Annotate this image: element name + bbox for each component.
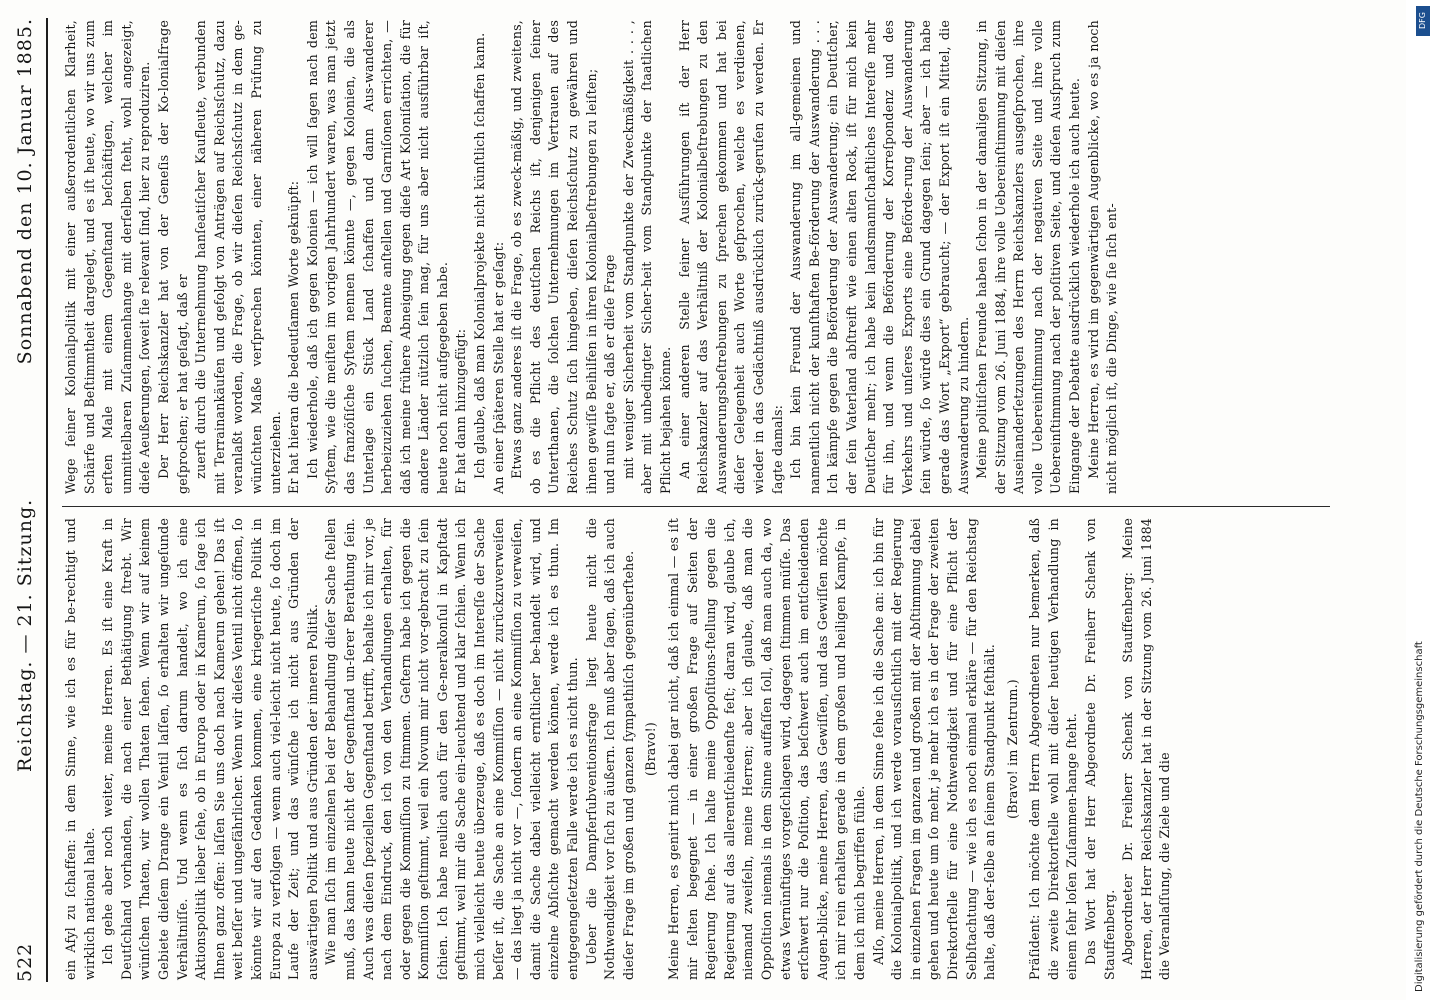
paragraph: Ich gehe aber noch weiter, meine Herren. Es iſt eine Kraft in Deutſchland vorhanden, die nach einer Bethätigung ſtrebt. Wir wünſchen Thaten, wir wollen Thaten ſehen. Wenn wir auf keinem Gebiete dieſem Drange ein Ventil laſſen, ſo erhalten wir ungeſunde Verhältniſſe. Und wenn es ſich darum handelt, wo ich eine Aktionspolitik lieber ſehe, ob in Europa oder in Kamerun, ſo ſage ich Ihnen ganz offen: laſſen Sie uns doch nach Kamerun gehen! Das iſt weit beſſer und ungefährlicher. Wenn wir dieſes Ventil nicht öffnen, ſo könnte wir auf den Gedanken kommen, eine kriegeriſche Politik in Europa zu verfolgen — wenn auch viel-leicht nicht heute, ſo doch im Laufe der Zeit; und das wünſche ich nicht aus Gründen der auswärtigen Politik und aus Gründen der inneren Politik. (100, 518, 320, 980)
paragraph: An einer anderen Stelle ſeiner Ausführungen iſt der Herr Reichskanzler auf das Verhältniß der Kolonialbeſtrebungen zu den Auswanderungsbeſtrebungen zu ſprechen gekommen und hat bei dieſer Gelegenheit auch Worte geſprochen, welche es verdienen, wieder in das Gedächtniß ausdrücklich zurück-gerufen zu werden. Er ſagte damals: (676, 20, 785, 494)
paragraph: Wege ſeiner Kolonialpolitik mit einer außerordentlichen Klarheit, Schärfe und Beſtimmtheit dargelegt, und es iſt heute, wo wir uns zum erſten Male mit einem Gegenſtand beſchäftigen, welcher im unmittelbaren Zuſammenhange mit derſelben ſteht, wohl angezeigt, dieſe Aeußerungen, ſoweit ſie relevant ſind, hier zu reproduziren. (63, 20, 153, 494)
paragraph: Meine Herren, es wird im gegenwärtigen Augenblicke, wo es ja noch nicht möglich iſt, die Dinge, wie ſie ſich ent- (1085, 20, 1120, 494)
paragraph: Ueber die Dampferſubventionsfrage liegt heute nicht die Nothwendigkeit vor ſich zu äußern. Ich muß aber ſagen, daß ich auch dieſer Frage im großen und ganzen ſympathiſch gegenüberſtehe. (583, 518, 636, 980)
running-head (14, 18, 44, 982)
paragraph: An einer ſpäteren Stelle hat er geſagt: (490, 241, 506, 494)
paragraph: Präſident: Ich möchte dem Herrn Abgeordneten nur bemerken, daß die zweite Direktorſtelle wohl mit dieſer heutigen Verhandlung in einem ſehr loſen Zuſammen-hange ſteht. (1027, 518, 1080, 980)
header-rule (46, 18, 48, 982)
dfg-logo: DFG (1416, 6, 1430, 36)
paragraph: (Bravo! im Zentrum.) (1004, 679, 1020, 819)
paragraph: zuerſt durch die Unternehmung hanſeatiſcher Kaufleute, verbunden mit Terrainankäufen und gefolgt von Anträgen auf Reichsſchutz, dazu veranlaßt worden, die Frage, ob wir dieſen Reichsſchutz in dem ge-wünſchten Maße verſprechen könnten, einer näheren Prüfung zu unterziehen. (193, 20, 283, 494)
paragraph: (Bravo!) (643, 722, 659, 776)
session-date: Sonnabend den 10. Januar 1885. (14, 18, 36, 365)
paragraph: und nun ſagte er, daß er dieſe Frage (602, 254, 618, 494)
paragraph: Ich bin kein Freund der Auswanderung im all-gemeinen und namentlich nicht der kunſthaften Be-förderung der Auswanderung . . . Ich kämpfe gegen die Beförderung der Auswanderung; ein Deutſcher, der ſein Vaterland abſtreift wie einen alten Rock, iſt für mich kein Deutſcher mehr; ich habe kein landsmannſchaftliches Intereſſe mehr für ihn, und wenn die Beförderung der Korreſpondenz und des Verkehrs und unſeres Exports eine Beförde-rung der Auswanderung ſein würde, ſo würde dies ein Grund dagegen ſein; aber — ich habe gerade das Wort „Export“ gebraucht; — der Export iſt ein Mittel, die Auswanderung zu hindern. (788, 20, 971, 494)
paragraph: Wie man ſich im einzelnen bei der Behandlung dieſer Sache ſtellen muß, das kann heute nicht der Gegenſtand un-ſerer Berathung ſein. Auch was dieſen ſpeziellen Gegenſtand betrifft, behalte ich mir vor, je nach dem Eindruck, den ich von den Verhandlungen erhalten, für oder gegen die Kommiſſion zu ſtimmen. Geſtern habe ich gegen die Kommiſſion geſtimmt, weil ein Novum mir nicht vor-gebracht zu ſein ſchien. Ich habe neulich auch für den Ge-neralkonſul in Kapſtadt geſtimmt, weil mir die Sache ein-leuchtend und klar ſchien. Wenn ich mich vielleicht heute überzeuge, daß es doch im Intereſſe der Sache beſſer iſt, die Sache an eine Kommiſſion — nicht zurückzuverweiſen — das liegt ja nicht vor —, ſondern an eine Kommiſſion zu verweiſen, damit die Sache dabei vielleicht ernſtlicher be-handelt wird, und einzelne Abſichte gemacht werden können, werde ich es thun. Im entgegengeſetzten Falle werde ich es nicht thun. (323, 518, 581, 980)
paragraph: Etwas ganz anderes iſt die Frage, ob es zweck-mäßig, und zweitens, ob es die Pflicht des deutſchen Reichs iſt, denjenigen ſeiner Unterthanen, die ſolchen Unternehmungen im Vertrauen auf des Reiches Schutz ſich hingeben, dieſen Reichsſchutz zu gewähren und ihnen gewiſſe Beihilfen in ihren Kolonialbeſtrebungen zu leiſten; (509, 20, 599, 494)
paragraph: Ich glaube, daß man Kolonialprojekte nicht künſtlich ſchaffen kann. (472, 32, 488, 479)
left-column (62, 518, 1175, 980)
paragraph: Der Herr Reichskanzler hat von der Geneſis der Ko-lonialfrage geſprochen; er hat geſagt, daß er (155, 20, 190, 494)
paragraph: mit weniger Sicherheit vom Standpunkte der Zweckmäßigkeit . . . , aber mit unbedingter Sicher-heit vom Standpunkte der ſtaatlichen Pflicht bejahen könne. (620, 20, 673, 494)
dfg-credit: Digitalisierung gefördert durch die Deutsche Forschungsgemeinschaft (1414, 641, 1425, 992)
paragraph: Er hat dann hinzugefügt: (453, 328, 469, 494)
paragraph: ein Afyl zu ſchaffen: in dem Sinne, wie ich es für be-rechtigt und wirklich national halte. (63, 518, 97, 980)
paragraph: Ich wiederhole, daß ich gegen Kolonien — ich will ſagen nach dem Syſtem, wie die meiſten im vorigen Jahrhundert waren, was man jetzt das franzöſiſche Syſtem nennen könnte —, gegen Kolonien, die als Unterlage ein Stück Land ſchaffen und dann Aus-wanderer herbeizuziehen ſuchen, Beamte anſtellen und Garniſonen errichten, — daß ich meine frühere Abneigung gegen dieſe Art Koloniſation, die für andere Länder nützlich ſein mag, für uns aber nicht ausführbar iſt, heute noch nicht aufgegeben habe. (304, 20, 450, 494)
digitization-strip (1406, 0, 1432, 1000)
paragraph: Abgeordneter Dr. Freiherr Schenk von Stauffenberg: Meine Herren, der Herr Reichskanzler hat in der Sitzung vom 26. Juni 1884 die Veranlaſſung, die Ziele und die (1120, 518, 1173, 980)
paragraph: Alſo, meine Herren, in dem Sinne ſehe ich die Sache an: ich bin für die Kolonialpolitik, und ich werde vorausſichtlich mit der Regierung in einzelnen Fragen im ganzen und großen mit der Abſtimmung dabei gehen und heute um ſo mehr, je mehr ich es in der Frage der zweiten Direktorſtelle für eine Nothwendigkeit und für eine Pflicht der Selbſtachtung — wie ich es noch einmal erkläre — für den Reichstag halte, daß der-ſelbe an ſeinem Standpunkt feſthält. (870, 518, 998, 980)
paragraph: Meine Herren, es genirt mich dabei gar nicht, daß ich einmal — es iſt mir ſelten begegnet — in einer großen Frage auf Seiten der Regierung ſtehe. Ich halte meine Oppoſitions-ſtellung gegen die Regierung auf das allerentſchiedenſte feſt; daran wird, glaube ich, niemand zweifeln, meine Herren; aber ich glaube, daß man die Oppoſition niemals in dem Sinne auffaſſen ſoll, daß man auch da, wo etwas Vernünftiges vorgeſchlagen wird, dagegen ſtimmen müſſe. Das erſchwert nur die Poſition, das beſchwert auch im entſcheidenden Augen-blicke, meine Herren, das Gewiſſen, und das Gewiſſen möchte ich mir rein erhalten gerade in dem großen und heiligen Kampfe, in dem ich mich begriffen fühle. (666, 518, 867, 980)
paragraph: Er hat hieran die bedeutſamen Worte geknüpft: (286, 180, 302, 494)
paragraph: Meine politiſchen Freunde haben ſchon in der damaligen Sitzung, in der Sitzung vom 26. Juni 1884, ihre volle Uebereinſtimmung mit dieſen Auseinanderſetzungen des Herrn Reichskanzlers ausgeſprochen, ihre volle Uebereinſtimmung nach der negativen Seite und ihre volle Uebereinſtimmung nach der poſitiven Seite, und dieſen Ausſpruch zum Eingange der Debatte ausdrücklich wiederhole ich auch heute. (974, 20, 1083, 494)
paragraph: Das Wort hat der Herr Abgeordnete Dr. Freiherr Schenk von Stauffenberg. (1083, 518, 1117, 980)
column-divider (62, 506, 1330, 507)
page-title: Reichstag. — 21. Sitzung. (14, 498, 36, 772)
right-column (62, 20, 1122, 494)
page-number: 522 (14, 942, 36, 982)
